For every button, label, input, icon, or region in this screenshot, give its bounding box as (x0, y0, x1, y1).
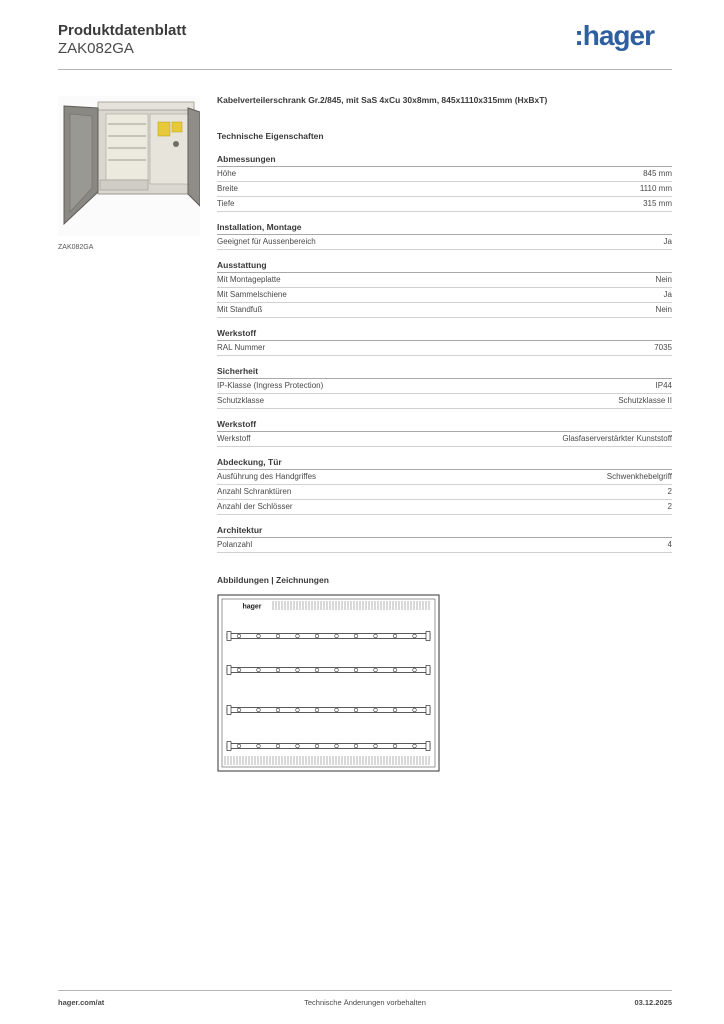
section-title: Werkstoff (217, 328, 672, 341)
spec-row (217, 470, 672, 485)
section-title: Architektur (217, 525, 672, 538)
spec-label: Mit Montageplatte (217, 275, 281, 284)
spec-value: IP44 (655, 381, 672, 390)
spec-value: Schutzklasse II (618, 396, 672, 405)
spec-value: Nein (655, 305, 672, 314)
spec-row (217, 379, 672, 394)
product-description: Kabelverteilerschrank Gr.2/845, mit SaS 4xCu 30x8mm, 845x1110x315mm (HxBxT) (217, 95, 548, 105)
cabinet-image (58, 96, 200, 236)
spec-label: Breite (217, 184, 238, 193)
spec-label: Polanzahl (217, 540, 253, 549)
spec-section-dimensions (217, 154, 672, 212)
section-title: Abmessungen (217, 154, 672, 167)
technical-properties-heading: Technische Eigenschaften (217, 131, 324, 141)
spec-value: 4 (667, 540, 672, 549)
technical-drawing (217, 594, 440, 772)
website-link[interactable]: hager.com/at (58, 998, 105, 1007)
spec-label: RAL Nummer (217, 343, 266, 352)
spec-label: Anzahl der Schlösser (217, 502, 293, 511)
spec-value: Ja (663, 237, 672, 246)
spec-value: 315 mm (643, 199, 672, 208)
document-header (58, 20, 672, 68)
footer-divider (58, 990, 672, 991)
spec-row (217, 273, 672, 288)
drawings-heading: Abbildungen | Zeichnungen (217, 575, 329, 585)
spec-value: Nein (655, 275, 672, 284)
spec-value: Glasfaserverstärkter Kunststoff (562, 434, 672, 443)
spec-row (217, 432, 672, 447)
spec-label: IP-Klasse (Ingress Protection) (217, 381, 324, 390)
spec-row (217, 167, 672, 182)
spec-row (217, 235, 672, 250)
spec-label: Werkstoff (217, 434, 251, 443)
spec-label: Tiefe (217, 199, 235, 208)
header-divider (58, 69, 672, 70)
document-date: 03.12.2025 (634, 998, 672, 1007)
spec-section-cover-door (217, 457, 672, 515)
photo-caption: ZAK082GA (58, 244, 94, 251)
spec-value: 2 (667, 502, 672, 511)
spec-label: Anzahl Schranktüren (217, 487, 292, 496)
spec-row (217, 303, 672, 318)
spec-label: Ausführung des Handgriffes (217, 472, 317, 481)
spec-sections (217, 154, 672, 553)
spec-section-material (217, 328, 672, 356)
spec-label: Mit Sammelschiene (217, 290, 287, 299)
product-details (217, 95, 672, 563)
spec-row (217, 288, 672, 303)
spec-label: Schutzklasse (217, 396, 265, 405)
drawing-logo: hager (242, 603, 262, 611)
section-title: Installation, Montage (217, 222, 672, 235)
spec-value: Schwenkhebelgriff (606, 472, 672, 481)
spec-label: Höhe (217, 169, 237, 178)
spec-row (217, 197, 672, 212)
disclaimer: Technische Änderungen vorbehalten (304, 998, 426, 1007)
spec-section-safety (217, 366, 672, 409)
spec-value: 2 (667, 487, 672, 496)
document-title: Produktdatenblatt (58, 22, 187, 39)
document-footer (58, 998, 672, 1010)
spec-section-installation (217, 222, 672, 250)
spec-value: 1110 mm (639, 184, 672, 193)
spec-row (217, 341, 672, 356)
section-title: Werkstoff (217, 419, 672, 432)
spec-section-architecture (217, 525, 672, 553)
spec-row (217, 394, 672, 409)
spec-value: Ja (663, 290, 672, 299)
spec-label: Mit Standfuß (217, 305, 263, 314)
spec-section-material-2 (217, 419, 672, 447)
spec-label: Geeignet für Aussenbereich (217, 237, 316, 246)
product-code: ZAK082GA (58, 40, 134, 57)
product-photo (58, 96, 200, 236)
busbar-drawing (217, 594, 440, 772)
hager-logo: :hager (574, 20, 654, 51)
spec-row (217, 500, 672, 515)
section-title: Sicherheit (217, 366, 672, 379)
spec-row (217, 485, 672, 500)
spec-row (217, 538, 672, 553)
spec-row (217, 182, 672, 197)
spec-value: 845 mm (643, 169, 672, 178)
spec-section-equipment (217, 260, 672, 318)
section-title: Abdeckung, Tür (217, 457, 672, 470)
section-title: Ausstattung (217, 260, 672, 273)
spec-value: 7035 (654, 343, 672, 352)
